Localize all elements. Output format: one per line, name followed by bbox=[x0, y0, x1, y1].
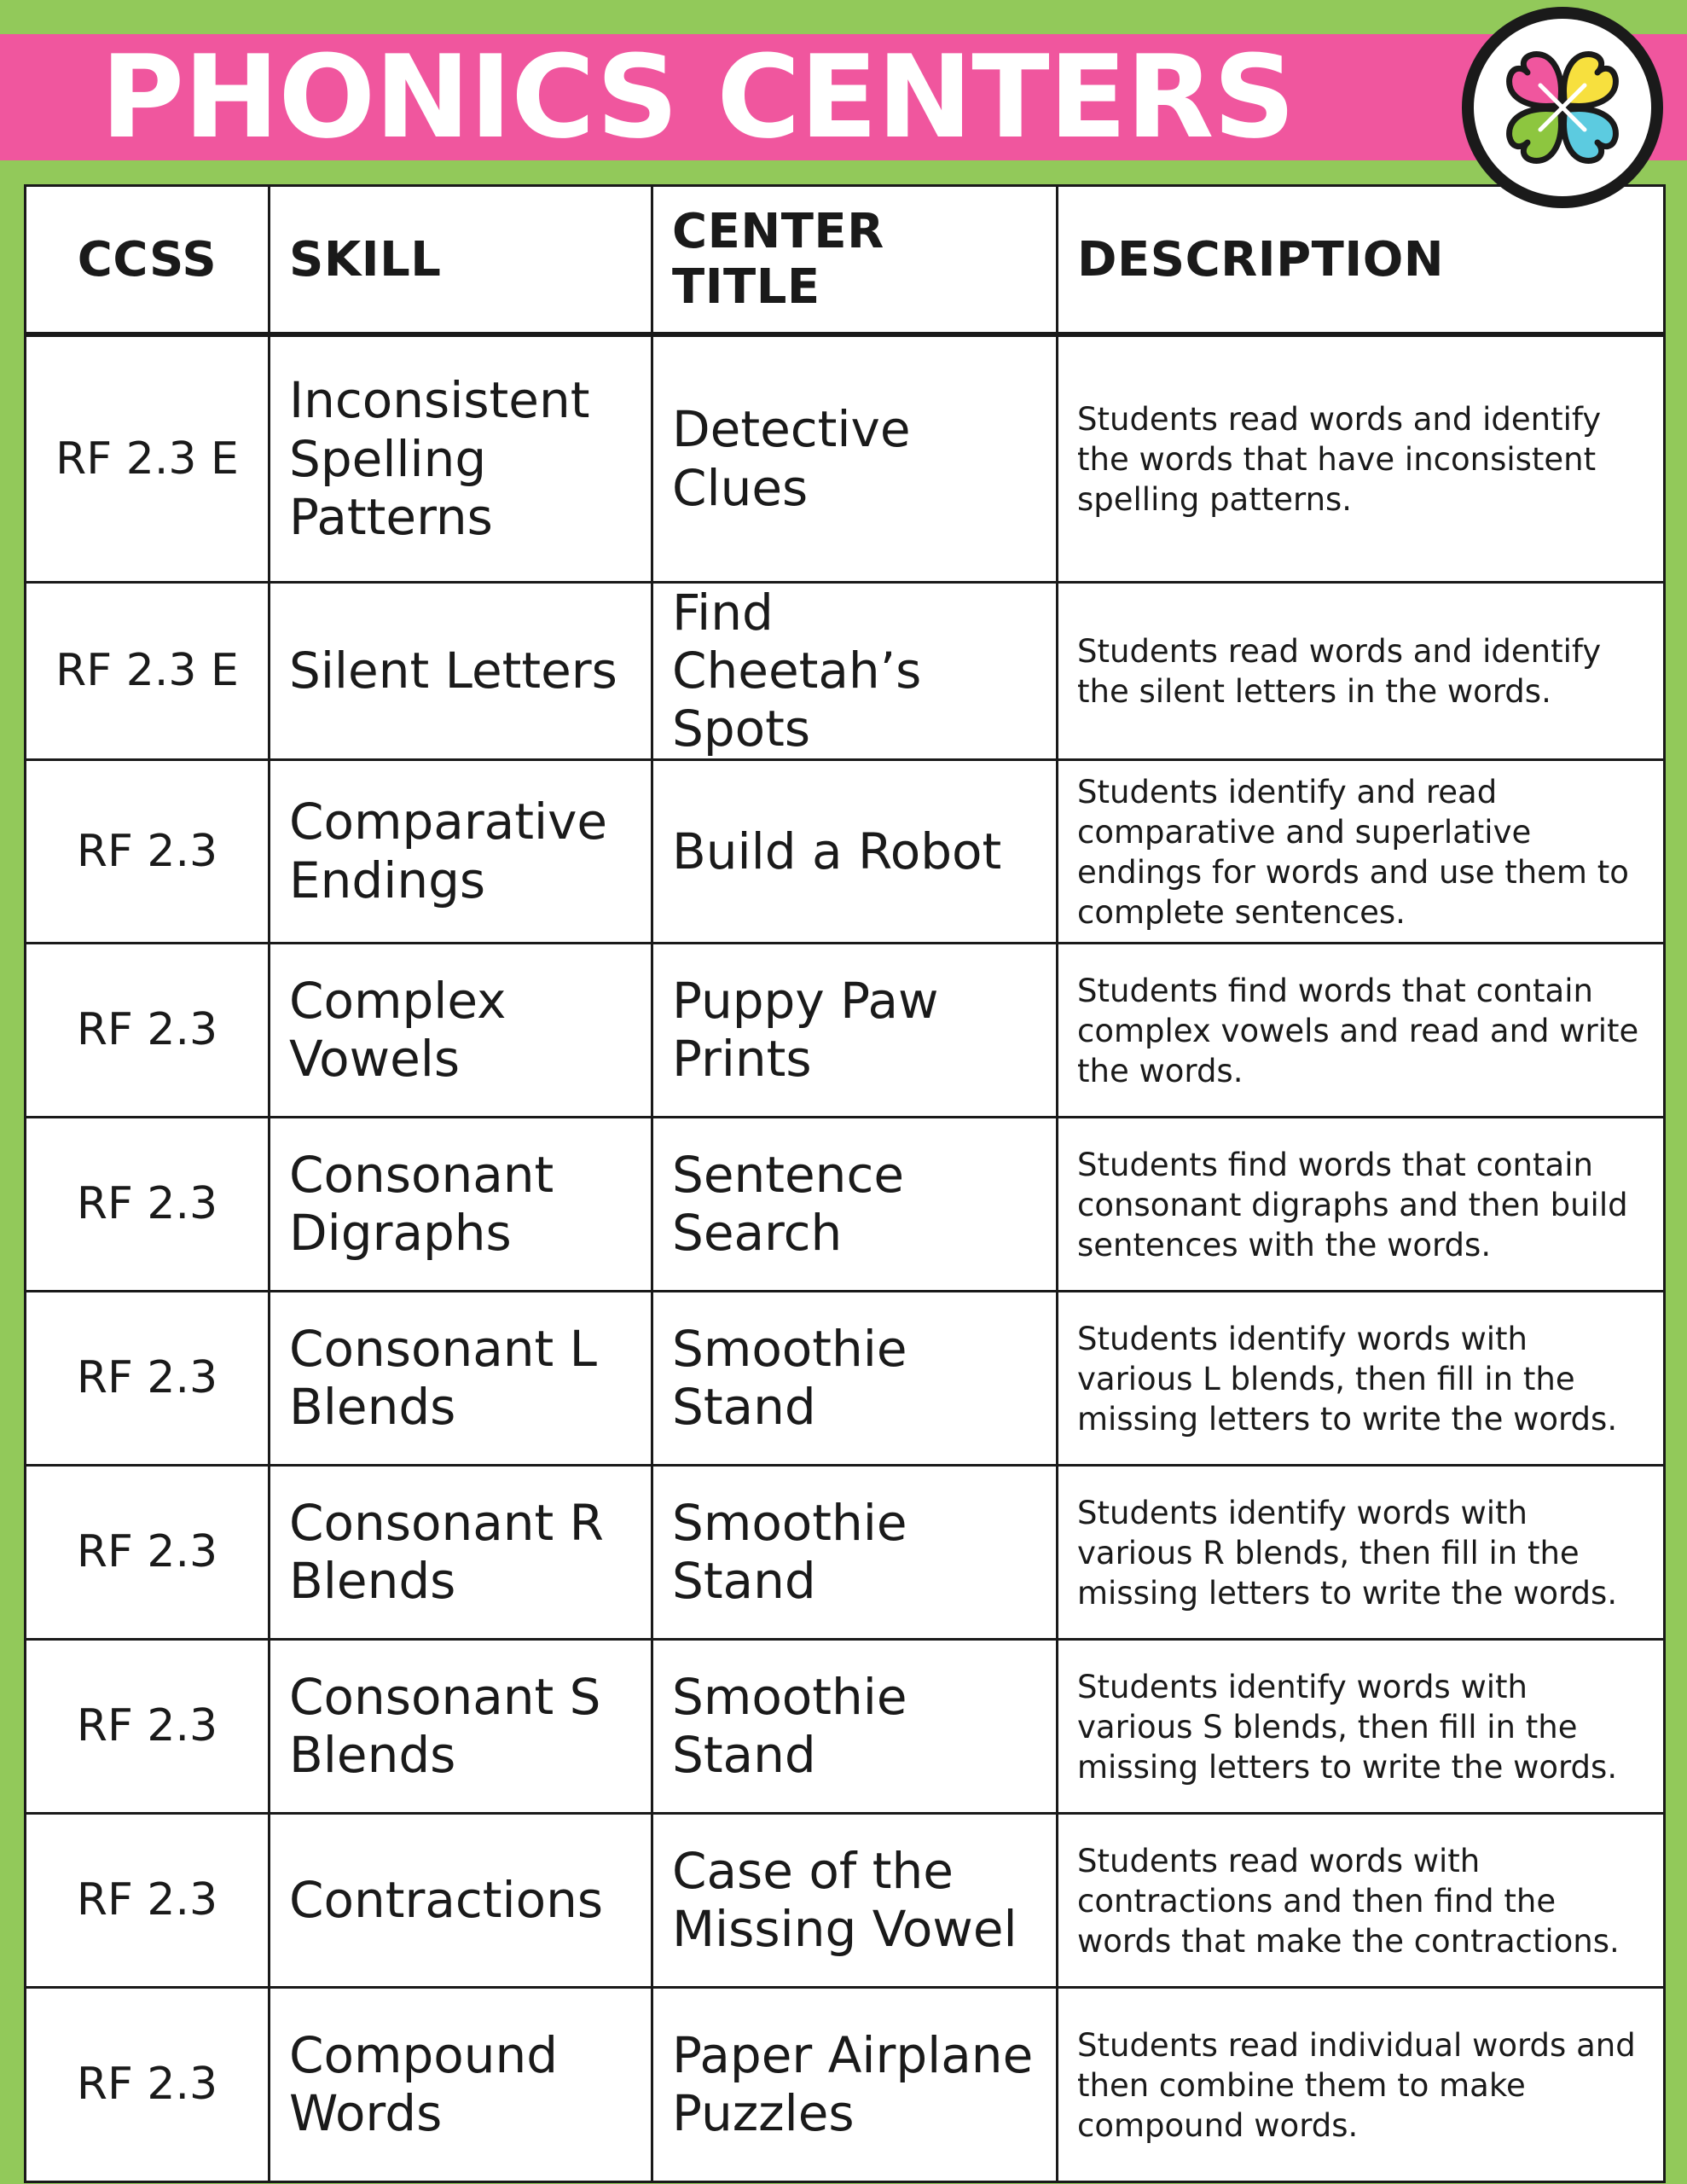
ccss-cell: RF 2.3 bbox=[26, 1465, 270, 1639]
table-row bbox=[26, 1987, 1665, 2181]
center-title-cell: Find Cheetah’s Spots bbox=[652, 582, 1058, 759]
page-title: PHONICS CENTERS bbox=[101, 31, 1295, 164]
table-row bbox=[26, 943, 1665, 1117]
description-cell: Students find words that contain complex vowels and read and write the words. bbox=[1058, 943, 1665, 1117]
table-header-row bbox=[26, 186, 1665, 335]
center-title-cell: Puppy Paw Prints bbox=[652, 943, 1058, 1117]
ccss-cell: RF 2.3 bbox=[26, 759, 270, 943]
table-row bbox=[26, 1639, 1665, 1813]
center-title-cell: Build a Robot bbox=[652, 759, 1058, 943]
skill-cell: Inconsistent Spelling Patterns bbox=[270, 334, 652, 582]
description-cell: Students identify and read comparative and superlative endings for words and use them to complete sentences. bbox=[1058, 759, 1665, 943]
center-title-cell: Detective Clues bbox=[652, 334, 1058, 582]
ccss-cell: RF 2.3 bbox=[26, 1813, 270, 1987]
skill-cell: Comparative Endings bbox=[270, 759, 652, 943]
column-header-ccss: CCSS bbox=[26, 186, 270, 335]
description-cell: Students identify words with various L blends, then fill in the missing letters to write the words. bbox=[1058, 1291, 1665, 1465]
table-row bbox=[26, 1117, 1665, 1291]
description-cell: Students read words and identify the words that have inconsistent spelling patterns. bbox=[1058, 334, 1665, 582]
column-header-description: DESCRIPTION bbox=[1058, 186, 1665, 335]
table-row bbox=[26, 582, 1665, 759]
column-header-center-title: CENTER TITLE bbox=[652, 186, 1058, 335]
skill-cell: Silent Letters bbox=[270, 582, 652, 759]
table-row bbox=[26, 334, 1665, 582]
ccss-cell: RF 2.3 E bbox=[26, 334, 270, 582]
ccss-cell: RF 2.3 bbox=[26, 943, 270, 1117]
center-title-cell: Paper Airplane Puzzles bbox=[652, 1987, 1058, 2181]
description-cell: Students read individual words and then combine them to make compound words. bbox=[1058, 1987, 1665, 2181]
center-title-cell: Smoothie Stand bbox=[652, 1639, 1058, 1813]
table-row bbox=[26, 1465, 1665, 1639]
skill-cell: Consonant R Blends bbox=[270, 1465, 652, 1639]
table-row bbox=[26, 1291, 1665, 1465]
skill-cell: Consonant L Blends bbox=[270, 1291, 652, 1465]
center-title-cell: Smoothie Stand bbox=[652, 1291, 1058, 1465]
center-title-cell: Smoothie Stand bbox=[652, 1465, 1058, 1639]
table-row bbox=[26, 759, 1665, 943]
description-cell: Students identify words with various R blends, then fill in the missing letters to write the words. bbox=[1058, 1465, 1665, 1639]
description-cell: Students find words that contain consonant digraphs and then build sentences with the words. bbox=[1058, 1117, 1665, 1291]
four-heart-clover-icon bbox=[1457, 2, 1668, 213]
skill-cell: Consonant S Blends bbox=[270, 1639, 652, 1813]
center-title-cell: Case of the Missing Vowel bbox=[652, 1813, 1058, 1987]
skill-cell: Complex Vowels bbox=[270, 943, 652, 1117]
skill-cell: Contractions bbox=[270, 1813, 652, 1987]
column-header-skill: SKILL bbox=[270, 186, 652, 335]
center-title-cell: Sentence Search bbox=[652, 1117, 1058, 1291]
skill-cell: Compound Words bbox=[270, 1987, 652, 2181]
ccss-cell: RF 2.3 bbox=[26, 1291, 270, 1465]
ccss-cell: RF 2.3 E bbox=[26, 582, 270, 759]
ccss-cell: RF 2.3 bbox=[26, 1117, 270, 1291]
ccss-cell: RF 2.3 bbox=[26, 1639, 270, 1813]
description-cell: Students read words and identify the silent letters in the words. bbox=[1058, 582, 1665, 759]
phonics-centers-table bbox=[24, 184, 1666, 2183]
description-cell: Students read words with contractions and then find the words that make the contractions. bbox=[1058, 1813, 1665, 1987]
skill-cell: Consonant Digraphs bbox=[270, 1117, 652, 1291]
ccss-cell: RF 2.3 bbox=[26, 1987, 270, 2181]
table-row bbox=[26, 1813, 1665, 1987]
description-cell: Students identify words with various S blends, then fill in the missing letters to write the words. bbox=[1058, 1639, 1665, 1813]
